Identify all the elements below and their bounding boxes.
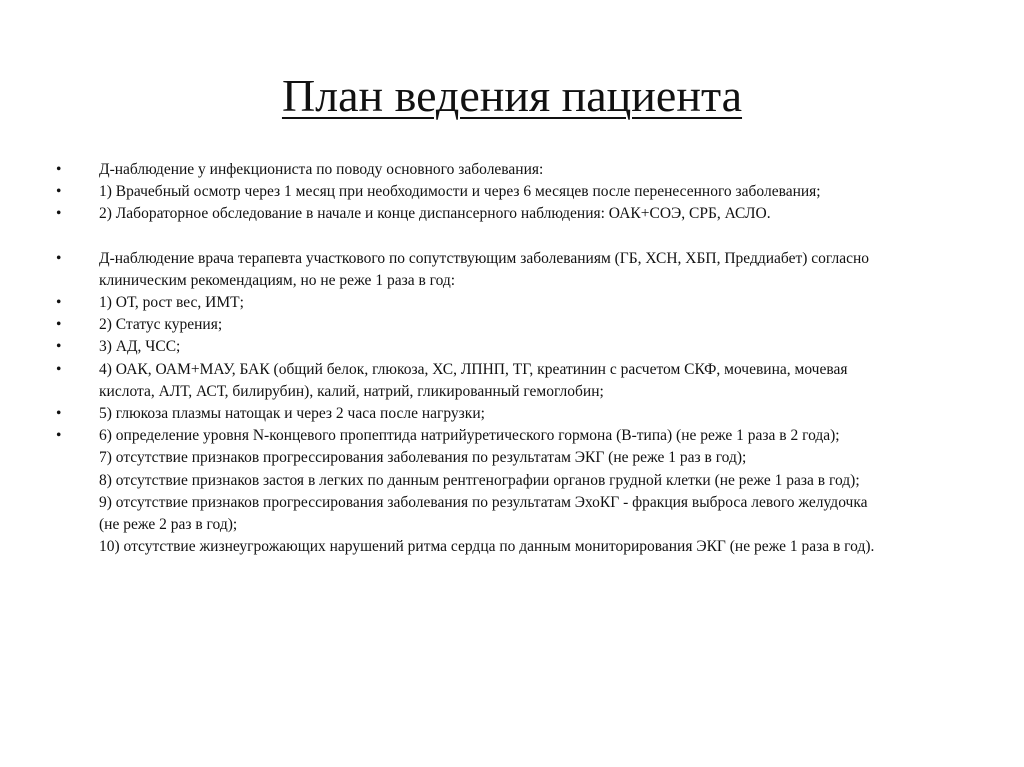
bullet-icon: • [56,161,62,178]
item-text: 2) Лабораторное обследование в начале и конце диспансерного наблюдения: ОАК+СОЭ, СРБ, АСЛО. [99,205,771,223]
bullet-icon: • [56,405,62,423]
bullet-icon: • [56,249,62,267]
list-item [56,359,976,403]
item-text: 10) отсутствие жизнеугрожающих нарушений ритма сердца по данным мониторирования ЭКГ (не реже 1 раза в год). [99,538,875,556]
bullet-icon: • [56,338,62,356]
spacer [56,226,976,248]
item-text: 1) ОТ, рост вес, ИМТ; [99,294,244,312]
bullet-icon: • [56,427,62,445]
list-item [56,181,976,203]
bullet-icon: • [56,205,62,223]
list-item [56,159,976,181]
list-item [56,336,976,358]
item-text: 9) отсутствие признаков прогрессирования заболевания по результатам ЭхоКГ - фракция выброса левого желудочка [99,493,868,511]
item-text: 5) глюкоза плазмы натощак и через 2 часа после нагрузки; [99,405,485,423]
item-text: 1) Врачебный осмотр через 1 месяц при необходимости и через 6 месяцев после перенесенного заболевания; [99,183,821,201]
item-text: 4) ОАК, ОАМ+МАУ, БАК (общий белок, глюкоза, ХС, ЛПНП, ТГ, креатинин с расчетом СКФ, мочевина, мочевая [99,360,848,378]
item-text: клиническим рекомендациям, но не реже 1 раза в год: [99,271,456,289]
item-text: 6) определение уровня N-концевого пропептида натрийуретического гормона (В-типа) (не реже 1 раза в 2 года); [99,427,840,445]
item-text: кислота, АЛТ, АСТ, билирубин), калий, натрий, гликированный гемоглобин; [99,382,604,400]
list-item [56,314,976,336]
item-text: 3) АД, ЧСС; [99,338,181,356]
item-text: Д-наблюдение у инфекциониста по поводу основного заболевания: [99,161,544,178]
list-item [56,248,976,292]
item-text: 8) отсутствие признаков застоя в легких по данным рентгенографии органов грудной клетки (не реже 1 раза в год); [99,471,860,489]
item-text: 7) отсутствие признаков прогрессирования заболевания по результатам ЭКГ (не реже 1 раз в год); [99,449,747,467]
item-text: 2) Статус курения; [99,316,223,334]
list-item [56,292,976,314]
list-item [56,425,976,558]
bullet-list [56,159,976,558]
slide-title: План ведения пациента [281,70,743,121]
bullet-icon: • [56,360,62,378]
item-text: (не реже 2 раз в год); [99,516,238,534]
bullet-icon: • [56,294,62,312]
item-text: Д-наблюдение врача терапевта участкового по сопутствующим заболеваниям (ГБ, ХСН, ХБП, Преддиабет) согласно [99,249,870,267]
list-item [56,403,976,425]
list-item [56,203,976,225]
bullet-icon: • [56,316,62,334]
bullet-icon: • [56,183,62,201]
